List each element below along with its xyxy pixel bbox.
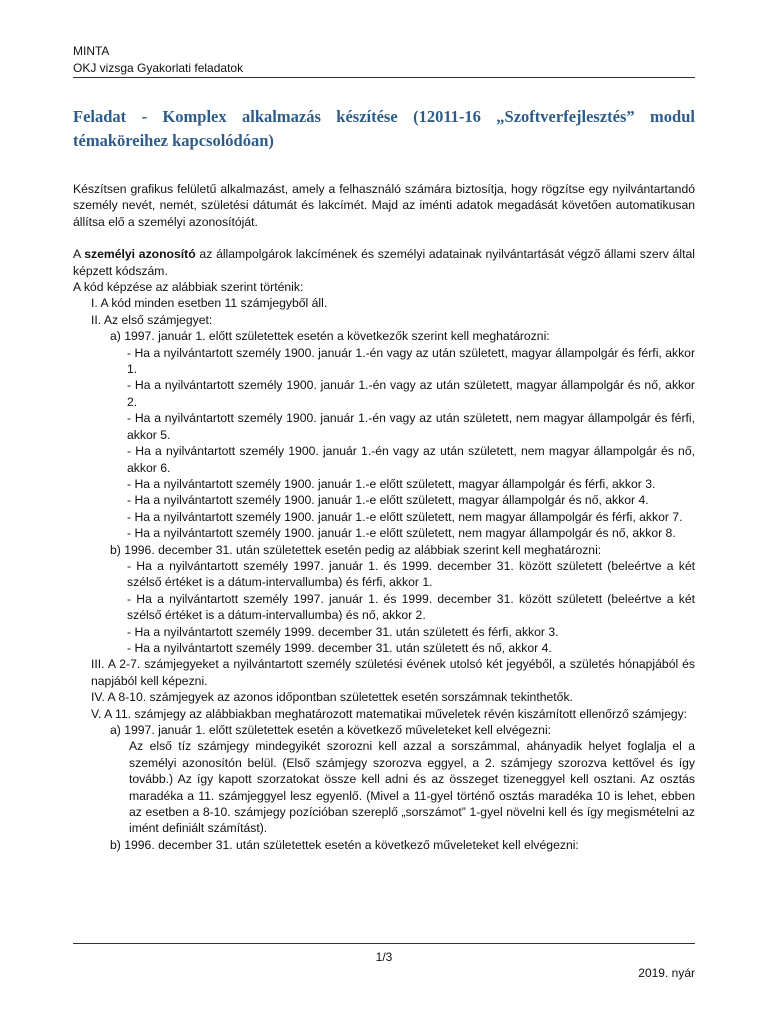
rule-5b: b) 1996. december 31. után születettek esetén a következő műveleteket kell elvégezni: [110, 837, 579, 852]
list-item: - Ha a nyilvántartott személy 1997. január 1. és 1999. december 31. között született (beleértve a két szélső értéket is a dátum-intervallumba) és férfi, akkor 1. [127, 558, 695, 590]
list-item: - Ha a nyilvántartott személy 1900. január 1.-e előtt született, magyar állampolgár és férfi, akkor 3. [127, 476, 656, 491]
header-divider [73, 77, 695, 78]
rule-3: III. A 2-7. számjegyeket a nyilvántartott személy születési évének utolsó két jegyéből, a születés hónapjából és napjából kell képezni. [91, 657, 695, 688]
list-item: - Ha a nyilvántartott személy 1900. január 1.-én vagy az után született, nem magyar állampolgár és nő, akkor 6. [127, 444, 695, 475]
list-item: - Ha a nyilvántartott személy 1900. január 1.-e előtt született, magyar állampolgár és nő, akkor 4. [127, 493, 649, 508]
page-header [73, 43, 243, 77]
definition-term: személyi azonosító [84, 247, 196, 262]
footer-divider [73, 943, 695, 944]
document-page [73, 0, 695, 1024]
list-item: - Ha a nyilvántartott személy 1900. január 1.-én vagy az után született, magyar állampolgár és férfi, akkor 1. [127, 345, 695, 377]
list-item: - Ha a nyilvántartott személy 1900. január 1.-e előtt született, nem magyar állampolgár és nő, akkor 8. [127, 526, 676, 541]
document-body [73, 181, 695, 853]
list-item: - Ha a nyilvántartott személy 1997. január 1. és 1999. december 31. között született (beleértve a két szélső értéket is a dátum-intervallumba) és nő, akkor 2. [127, 591, 695, 623]
header-line-1: MINTA [73, 44, 110, 58]
header-line-2: OKJ vizsga Gyakorlati feladatok [73, 61, 244, 75]
rule-5a-text: Az első tíz számjegy mindegyikét szorozni kell azzal a sorszámmal, ahányadik helyet foglalja el a személyi azonosítón belül. (Első számjegy szorozva eggyel, a 2. számjegy szorozva kettővel és így tovább.) Az így kapott szorzatokat össze kell adni és az összeget tizeneggyel kell osztani. Az osztás maradéka a 11. számjeggyel lesz egyenlő. (Mivel a 11-gyel történő osztás maradéka 10 is lehet, ebben az esetben a 8-10. számjegy pozícióban szereplő „sorszámot” 1-gyel növelni kell és így megismételni az imént definiált számítást). [129, 739, 695, 836]
rule-4: IV. A 8-10. számjegyek az azonos időpontban születettek esetén sorszámnak tekinthetők. [91, 690, 573, 705]
rule-2: II. Az első számjegyet: [91, 312, 213, 327]
rule-5a: a) 1997. január 1. előtt születettek esetén a következő műveleteket kell elvégezni: [110, 723, 552, 737]
list-item: - Ha a nyilvántartott személy 1999. december 31. után született és férfi, akkor 3. [127, 624, 559, 639]
list-item: - Ha a nyilvántartott személy 1900. január 1.-én vagy az után született, magyar állampolgár és nő, akkor 2. [127, 378, 695, 409]
list-item: - Ha a nyilvántartott személy 1999. december 31. után született és nő, akkor 4. [127, 640, 552, 655]
rule-2a: a) 1997. január 1. előtt születettek esetén a következők szerint kell meghatározni: [110, 329, 550, 344]
intro-paragraph: Készítsen grafikus felületű alkalmazást, amely a felhasználó számára biztosítja, hogy rögzítse egy nyilvántartandó személy nevét, nemét, születési dátumát és lakcímét. Majd az iménti adatok megadását követően automatikusan állítsa elő a személyi azonosítóját. [73, 182, 695, 229]
footer-date: 2019. nyár [638, 966, 695, 980]
page-number: 1/3 [375, 950, 393, 964]
definition-paragraph: A személyi azonosító az állampolgárok lakcímének és személyi adatainak nyilvántartását végző állami szerv által képzett kódszám. [73, 247, 695, 278]
list-item: - Ha a nyilvántartott személy 1900. január 1.-én vagy az után született, nem magyar állampolgár és férfi, akkor 5. [127, 411, 695, 442]
rule-5: V. A 11. számjegy az alábbiakban meghatározott matematikai műveletek révén kiszámított ellenőrző számjegy: [91, 706, 688, 721]
task-title: Feladat - Komplex alkalmazás készítése (12011-16 „Szoftverfejlesztés” modul témaköreihez kapcsolódóan) [73, 107, 695, 150]
list-item: - Ha a nyilvántartott személy 1900. január 1.-e előtt született, nem magyar állampolgár és férfi, akkor 7. [127, 509, 683, 524]
rule-1: I. A kód minden esetben 11 számjegyből áll. [91, 296, 328, 311]
rules-intro: A kód képzése az alábbiak szerint történik: [73, 280, 304, 295]
rule-2b: b) 1996. december 31. után születettek esetén pedig az alábbiak szerint kell meghatározni: [110, 542, 602, 557]
